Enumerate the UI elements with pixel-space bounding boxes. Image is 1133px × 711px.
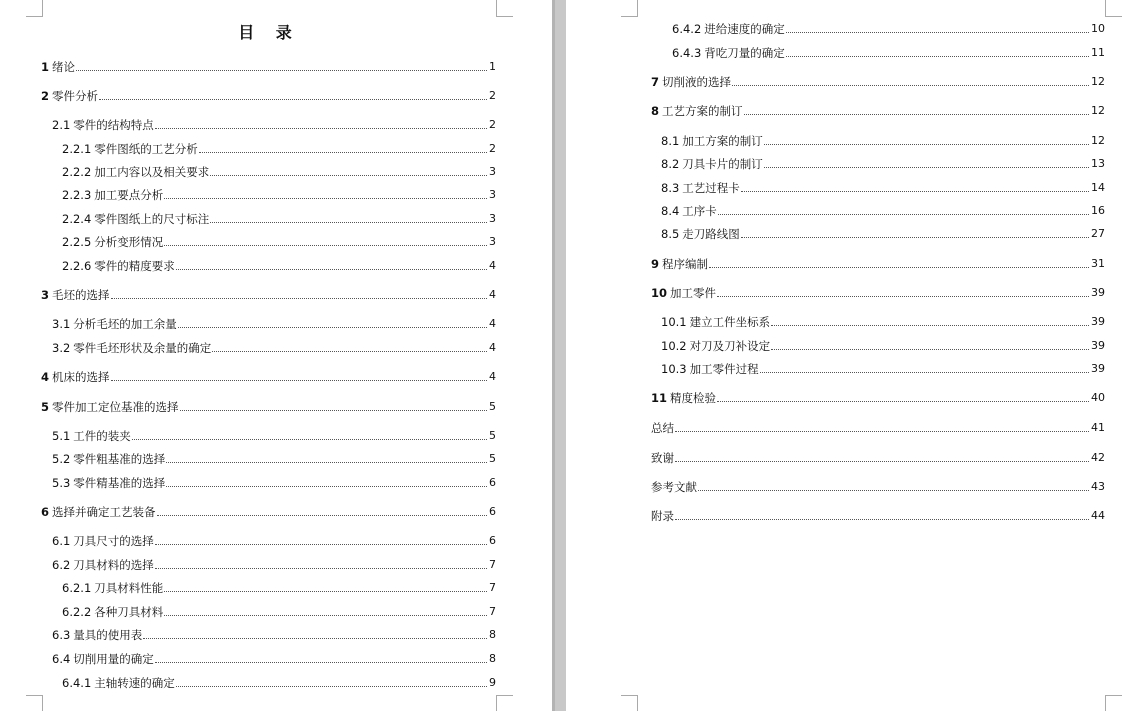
toc-entry-page: 12 — [1091, 104, 1105, 117]
crop-mark — [496, 0, 513, 17]
toc-dot-leader — [760, 372, 1089, 373]
toc-dot-leader — [210, 175, 487, 176]
toc-entry[interactable] — [651, 449, 1105, 465]
toc-entry-title: 加工要点分析 — [94, 188, 164, 202]
toc-entry-title: 刀具卡片的制订 — [682, 157, 763, 171]
toc-dot-leader — [717, 401, 1089, 402]
toc-entry[interactable] — [41, 368, 496, 384]
toc-entry-title: 分析毛坯的加工余量 — [73, 317, 177, 331]
toc-entry-title: 量具的使用表 — [73, 628, 143, 642]
toc-entry-page: 9 — [489, 676, 496, 689]
toc-entry-page: 2 — [489, 118, 496, 131]
toc-dot-leader — [741, 237, 1089, 238]
toc-dot-leader — [717, 296, 1089, 297]
toc-dot-leader — [764, 167, 1089, 168]
toc-entry-page: 11 — [1091, 46, 1105, 59]
toc-entry[interactable] — [52, 626, 496, 642]
toc-entry-page: 44 — [1091, 509, 1105, 522]
toc-entry-title: 总结 — [651, 421, 674, 435]
toc-entry-number: 1 — [41, 60, 50, 74]
toc-entry-title: 参考文献 — [651, 480, 697, 494]
toc-entry[interactable] — [52, 315, 496, 331]
toc-entry-number: 2.2.2 — [62, 165, 92, 179]
toc-entry-title: 加工内容以及相关要求 — [94, 165, 210, 179]
toc-entry-page: 4 — [489, 288, 496, 301]
toc-dot-leader — [764, 144, 1089, 145]
toc-entry[interactable] — [651, 478, 1105, 494]
toc-entry[interactable] — [52, 339, 496, 355]
toc-entry[interactable] — [651, 73, 1105, 89]
toc-entry-number: 11 — [651, 391, 668, 405]
toc-dot-leader — [166, 462, 487, 463]
toc-entry-title: 分析变形情况 — [94, 235, 164, 249]
toc-entry-number: 6.4.1 — [62, 676, 92, 690]
toc-entry-page: 12 — [1091, 75, 1105, 88]
toc-entry[interactable] — [672, 44, 1105, 60]
toc-entry-number: 6.1 — [52, 534, 71, 548]
toc-entry-title: 零件的结构特点 — [73, 118, 154, 132]
toc-entry-title: 绪论 — [52, 60, 76, 74]
toc-entry-page: 39 — [1091, 315, 1105, 328]
toc-dot-leader — [155, 568, 487, 569]
toc-entry-title: 零件的精度要求 — [94, 259, 175, 273]
toc-entry[interactable] — [41, 286, 496, 302]
toc-entry-title: 零件粗基准的选择 — [73, 452, 166, 466]
toc-entry[interactable] — [651, 102, 1105, 118]
toc-dot-leader — [166, 486, 487, 487]
toc-title: 目 录 — [238, 23, 300, 42]
toc-entry-page: 27 — [1091, 227, 1105, 240]
toc-entry-title: 切削液的选择 — [662, 75, 732, 89]
toc-entry-number: 8.5 — [661, 227, 680, 241]
toc-dot-leader — [210, 222, 487, 223]
toc-entry-number: 6.4.3 — [672, 46, 702, 60]
toc-entry-title: 致谢 — [651, 451, 674, 465]
toc-entry[interactable] — [52, 650, 496, 666]
toc-entry-title: 建立工件坐标系 — [689, 315, 771, 329]
toc-entry-number: 10.2 — [661, 339, 687, 353]
toc-dot-leader — [164, 245, 487, 246]
toc-entry-title: 加工零件过程 — [689, 362, 759, 376]
toc-entry[interactable] — [661, 179, 1105, 195]
toc-dot-leader — [199, 152, 487, 153]
toc-dot-leader — [155, 128, 487, 129]
toc-dot-leader — [212, 351, 487, 352]
toc-entry-title: 精度检验 — [670, 391, 717, 405]
toc-entry-page: 4 — [489, 259, 496, 272]
toc-entry-title: 零件图纸的工艺分析 — [94, 142, 198, 156]
toc-entry-page: 8 — [489, 628, 496, 641]
toc-entry-title: 零件毛坯形状及余量的确定 — [73, 341, 212, 355]
toc-dot-leader — [771, 325, 1089, 326]
toc-entry-number: 7 — [651, 75, 660, 89]
toc-entry-title: 刀具尺寸的选择 — [73, 534, 154, 548]
toc-entry-number: 6.4.2 — [672, 22, 702, 36]
toc-dot-leader — [176, 269, 487, 270]
toc-entry[interactable] — [661, 313, 1105, 329]
toc-dot-leader — [178, 327, 487, 328]
toc-entry-page: 6 — [489, 505, 496, 518]
toc-entry-page: 4 — [489, 370, 496, 383]
toc-entry-title: 切削用量的确定 — [73, 652, 154, 666]
toc-entry-page: 13 — [1091, 157, 1105, 170]
toc-entry-page: 5 — [489, 452, 496, 465]
toc-entry-page: 1 — [489, 60, 496, 73]
toc-entry-page: 16 — [1091, 204, 1105, 217]
toc-entry-number: 5.2 — [52, 452, 71, 466]
toc-entry[interactable] — [661, 155, 1105, 171]
toc-entry-page: 7 — [489, 605, 496, 618]
toc-entry-page: 14 — [1091, 181, 1105, 194]
toc-entry[interactable] — [52, 532, 496, 548]
toc-dot-leader — [744, 114, 1089, 115]
toc-entry-title: 加工方案的制订 — [682, 134, 763, 148]
toc-dot-leader — [164, 591, 487, 592]
toc-entry-title: 各种刀具材料 — [94, 605, 164, 619]
toc-entry-page: 40 — [1091, 391, 1105, 404]
toc-dot-leader — [99, 99, 487, 100]
toc-entry-number: 5 — [41, 400, 50, 414]
toc-entry-page: 3 — [489, 235, 496, 248]
toc-entry-number: 9 — [651, 257, 660, 271]
toc-entry-number: 4 — [41, 370, 50, 384]
toc-entry-title: 进给速度的确定 — [704, 22, 785, 36]
toc-entry-number: 2.2.1 — [62, 142, 92, 156]
toc-entry-number: 2 — [41, 89, 50, 103]
toc-dot-leader — [180, 410, 487, 411]
toc-entry-page: 39 — [1091, 286, 1105, 299]
toc-entry-title: 走刀路线图 — [682, 227, 740, 241]
toc-entry-number: 8 — [651, 104, 660, 118]
toc-entry[interactable] — [62, 140, 496, 156]
toc-entry-number: 8.4 — [661, 204, 680, 218]
toc-entry-page: 31 — [1091, 257, 1105, 270]
toc-entry-number: 3.1 — [52, 317, 71, 331]
toc-entry[interactable] — [651, 419, 1105, 435]
crop-mark — [26, 0, 43, 17]
toc-dot-leader — [786, 32, 1089, 33]
crop-mark — [1105, 0, 1122, 17]
toc-entry-title: 零件图纸上的尺寸标注 — [94, 212, 210, 226]
toc-entry-number: 2.1 — [52, 118, 71, 132]
toc-dot-leader — [111, 298, 487, 299]
toc-entry[interactable] — [651, 507, 1105, 523]
toc-entry-title: 选择并确定工艺装备 — [52, 505, 156, 519]
toc-entry[interactable] — [661, 360, 1105, 376]
toc-entry-title: 刀具材料的选择 — [73, 558, 154, 572]
toc-entry-page: 39 — [1091, 339, 1105, 352]
crop-mark — [621, 0, 638, 17]
toc-entry-number: 2.2.3 — [62, 188, 92, 202]
crop-mark — [496, 695, 513, 711]
toc-entry-title: 背吃刀量的确定 — [704, 46, 785, 60]
toc-entry-title: 主轴转速的确定 — [94, 676, 175, 690]
toc-entry-number: 8.3 — [661, 181, 680, 195]
toc-entry[interactable] — [52, 427, 496, 443]
toc-dot-leader — [132, 439, 487, 440]
toc-entry-number: 6.2.1 — [62, 581, 92, 595]
toc-entry-number: 8.2 — [661, 157, 680, 171]
toc-dot-leader — [157, 515, 487, 516]
toc-entry-title: 程序编制 — [662, 257, 709, 271]
toc-entry-number: 3.2 — [52, 341, 71, 355]
toc-entry-page: 42 — [1091, 451, 1105, 464]
toc-dot-leader — [111, 380, 487, 381]
toc-entry[interactable] — [672, 20, 1105, 36]
toc-entry-title: 机床的选择 — [52, 370, 110, 384]
toc-dot-leader — [675, 519, 1089, 520]
toc-entry-title: 工序卡 — [682, 204, 717, 218]
toc-entry[interactable] — [62, 257, 496, 273]
toc-entry-page: 3 — [489, 165, 496, 178]
toc-entry-number: 6.3 — [52, 628, 71, 642]
toc-entry-page: 4 — [489, 317, 496, 330]
page-gutter-shadow — [552, 0, 555, 711]
toc-entry-number: 2.2.6 — [62, 259, 92, 273]
toc-entry[interactable] — [52, 474, 496, 490]
toc-entry-page: 4 — [489, 341, 496, 354]
toc-entry[interactable] — [52, 450, 496, 466]
toc-dot-leader — [76, 70, 487, 71]
toc-entry-number: 6.2 — [52, 558, 71, 572]
toc-entry[interactable] — [62, 210, 496, 226]
toc-entry[interactable] — [62, 603, 496, 619]
toc-entry[interactable] — [52, 556, 496, 572]
toc-entry[interactable] — [62, 674, 496, 690]
toc-entry-page: 39 — [1091, 362, 1105, 375]
toc-dot-leader — [786, 56, 1089, 57]
toc-entry-page: 7 — [489, 558, 496, 571]
toc-entry-title: 零件精基准的选择 — [73, 476, 166, 490]
toc-dot-leader — [164, 615, 487, 616]
toc-dot-leader — [741, 191, 1089, 192]
toc-dot-leader — [675, 431, 1089, 432]
toc-entry[interactable] — [62, 579, 496, 595]
toc-dot-leader — [155, 662, 487, 663]
toc-entry-page: 8 — [489, 652, 496, 665]
toc-entry-title: 毛坯的选择 — [52, 288, 110, 302]
toc-entry-page: 41 — [1091, 421, 1105, 434]
toc-entry-title: 工艺过程卡 — [682, 181, 740, 195]
toc-entry-title: 工艺方案的制订 — [662, 104, 743, 118]
toc-entry[interactable] — [661, 337, 1105, 353]
toc-entry[interactable] — [651, 255, 1105, 271]
toc-entry-title: 对刀及刀补设定 — [689, 339, 771, 353]
toc-dot-leader — [143, 638, 487, 639]
toc-entry-number: 5.1 — [52, 429, 71, 443]
toc-entry-number: 6.4 — [52, 652, 71, 666]
toc-entry[interactable] — [41, 503, 496, 519]
toc-entry-page: 6 — [489, 476, 496, 489]
toc-entry-number: 2.2.5 — [62, 235, 92, 249]
toc-entry[interactable] — [661, 132, 1105, 148]
toc-dot-leader — [709, 267, 1089, 268]
toc-dot-leader — [176, 686, 487, 687]
toc-entry-page: 6 — [489, 534, 496, 547]
toc-dot-leader — [675, 461, 1089, 462]
toc-entry[interactable] — [62, 233, 496, 249]
crop-mark — [1105, 695, 1122, 711]
toc-entry-title: 零件分析 — [52, 89, 99, 103]
toc-entry[interactable] — [651, 389, 1105, 405]
toc-entry-number: 8.1 — [661, 134, 680, 148]
toc-entry-number: 2.2.4 — [62, 212, 92, 226]
toc-entry-number: 3 — [41, 288, 50, 302]
crop-mark — [621, 695, 638, 711]
toc-entry-number: 5.3 — [52, 476, 71, 490]
toc-entry-page: 5 — [489, 429, 496, 442]
toc-entry-page: 2 — [489, 142, 496, 155]
toc-entry-title: 加工零件 — [670, 286, 717, 300]
toc-entry-page: 43 — [1091, 480, 1105, 493]
toc-entry-page: 3 — [489, 212, 496, 225]
toc-entry-title: 工件的装夹 — [73, 429, 131, 443]
toc-entry-page: 2 — [489, 89, 496, 102]
toc-entry-number: 10.3 — [661, 362, 687, 376]
toc-entry[interactable] — [651, 284, 1105, 300]
toc-entry-title: 附录 — [651, 509, 674, 523]
toc-entry-page: 12 — [1091, 134, 1105, 147]
toc-entry-page: 3 — [489, 188, 496, 201]
toc-entry-page: 10 — [1091, 22, 1105, 35]
toc-entry-number: 10.1 — [661, 315, 687, 329]
toc-entry[interactable] — [62, 186, 496, 202]
toc-entry-page: 5 — [489, 400, 496, 413]
toc-entry[interactable] — [41, 87, 496, 103]
crop-mark — [26, 695, 43, 711]
toc-dot-leader — [155, 544, 487, 545]
toc-entry[interactable] — [41, 398, 496, 414]
toc-entry-number: 6.2.2 — [62, 605, 92, 619]
toc-entry-page: 7 — [489, 581, 496, 594]
left-page — [0, 0, 552, 711]
toc-entry[interactable] — [52, 116, 496, 132]
toc-entry[interactable] — [62, 163, 496, 179]
right-page — [566, 0, 1133, 711]
toc-entry[interactable] — [41, 58, 496, 74]
toc-dot-leader — [771, 349, 1089, 350]
toc-entry[interactable] — [661, 202, 1105, 218]
toc-dot-leader — [164, 198, 487, 199]
toc-entry-number: 6 — [41, 505, 50, 519]
toc-dot-leader — [732, 85, 1089, 86]
toc-dot-leader — [698, 490, 1089, 491]
toc-entry-title: 刀具材料性能 — [94, 581, 164, 595]
toc-entry-number: 10 — [651, 286, 668, 300]
toc-entry[interactable] — [661, 225, 1105, 241]
toc-dot-leader — [718, 214, 1089, 215]
toc-entry-title: 零件加工定位基准的选择 — [52, 400, 179, 414]
